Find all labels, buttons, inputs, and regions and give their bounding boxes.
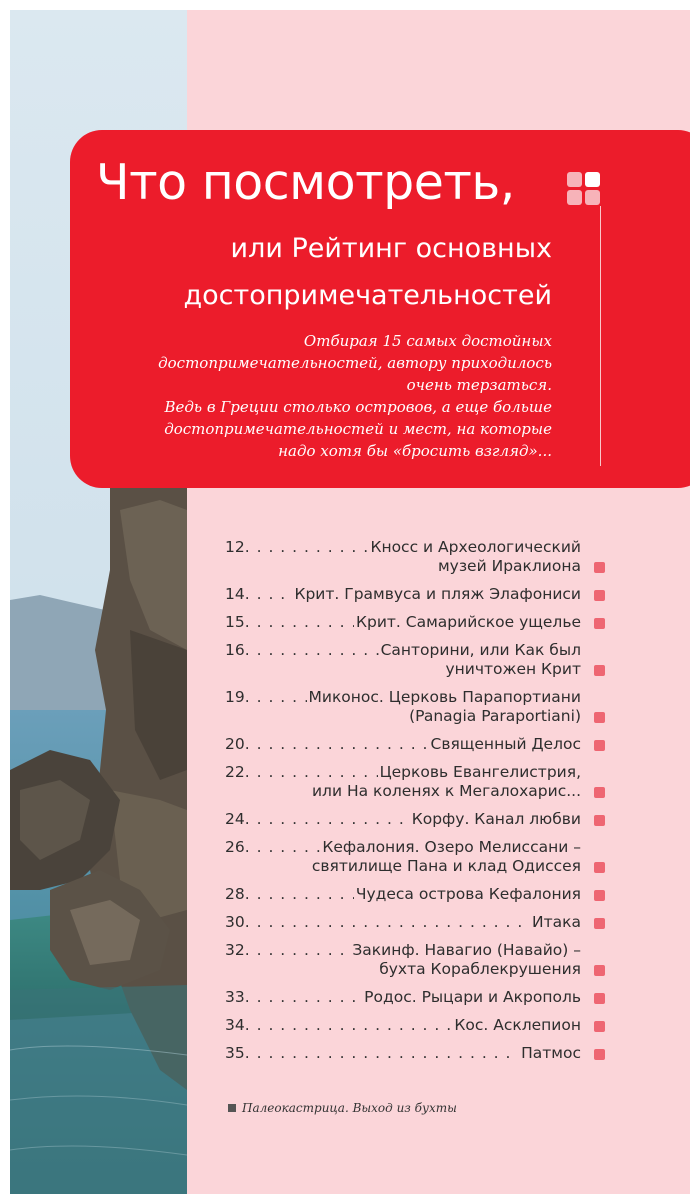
toc-page-number: 30 [225,913,245,931]
toc-title: Кносс и Археологический [370,538,581,556]
toc-dot-leader [245,885,354,904]
lead-line: Ведь в Греции столько островов, а еще больше [164,398,552,416]
book-page [10,10,690,1194]
toc-entry[interactable] [225,641,605,679]
toc-dot-leader [245,941,351,960]
toc-entry-line [225,988,581,1007]
toc-page-number: 35 [225,1044,245,1062]
toc-dot-leader [245,1044,519,1063]
toc-entry[interactable] [225,838,605,876]
toc-dot-leader [245,838,321,857]
toc-title: Крит. Грамвуса и пляж Элафониси [294,585,581,603]
toc-title: Кефалония. Озеро Мелиссани – [322,838,581,856]
toc-bullet-icon [594,740,605,751]
lead-line: достопримечательностей и мест, на которые [164,420,552,438]
toc-entry-line [225,810,581,829]
toc-page-number: 26 [225,838,245,856]
caption-square-icon [228,1104,236,1112]
toc-title-continuation: святилище Пана и клад Одиссея [311,857,581,875]
toc-bullet-icon [594,712,605,723]
toc-entry[interactable] [225,1016,605,1035]
toc-page-number: 16 [225,641,245,659]
toc-title: Крит. Самарийское ущелье [355,613,581,631]
toc-title-continuation: бухта Кораблекрушения [379,960,581,978]
series-logo-icon [567,172,607,212]
toc-bullet-icon [594,1049,605,1060]
toc-entry-line [225,1016,581,1035]
toc-page-number: 34 [225,1016,245,1034]
toc-dot-leader [245,763,378,782]
toc-bullet-icon [594,862,605,873]
toc-dot-leader [245,913,530,932]
toc-entry-line [225,585,581,604]
toc-entry-line [225,763,581,782]
toc-entry[interactable] [225,735,605,754]
toc-entry-line [225,1044,581,1063]
toc-title: Чудеса острова Кефалония [355,885,581,903]
lead-line: Отбирая 15 самых достойных [303,332,552,350]
toc-title: Родос. Рыцари и Акрополь [364,988,581,1006]
toc-bullet-icon [594,590,605,601]
toc-entry[interactable] [225,913,605,932]
toc-entry-line [225,613,581,632]
toc-page-number: 24 [225,810,245,828]
toc-page-number: 28 [225,885,245,903]
toc-page-number: 33 [225,988,245,1006]
title-line-1: Что посмотреть, [96,154,515,211]
toc-entry[interactable] [225,763,605,801]
toc-page-number: 15 [225,613,245,631]
toc-dot-leader [245,735,429,754]
toc-page-number: 14 [225,585,245,603]
toc-bullet-icon [594,1021,605,1032]
toc-title-continuation: (Panagia Paraportiani) [409,707,581,725]
toc-bullet-icon [594,787,605,798]
toc-title: Церковь Евангелистрия, [379,763,581,781]
toc-bullet-icon [594,890,605,901]
toc-entry-line [225,885,581,904]
toc-title: Санторини, или Как был [380,641,581,659]
photo-caption [228,1101,457,1115]
toc-bullet-icon [594,618,605,629]
toc-page-number: 12 [225,538,245,556]
toc-entry[interactable] [225,941,605,979]
toc-page-number: 22 [225,763,245,781]
title-banner [70,130,690,488]
toc-entry-line [225,913,581,932]
title-line-2: или Рейтинг основных [230,233,552,264]
toc-dot-leader [245,988,362,1007]
toc-entry[interactable] [225,810,605,829]
toc-entry-line [225,688,581,707]
toc-entry[interactable] [225,988,605,1007]
toc-bullet-icon [594,993,605,1004]
toc-entry-line [225,838,581,857]
toc-title: Патмос [521,1044,581,1062]
toc-dot-leader [245,810,410,829]
lead-paragraph [112,330,552,462]
toc-dot-leader [245,613,354,632]
toc-entry[interactable] [225,1044,605,1063]
toc-page-number: 19 [225,688,245,706]
toc-bullet-icon [594,562,605,573]
toc-title-continuation: музей Ираклиона [437,557,581,575]
toc-dot-leader [245,641,379,660]
toc-title: Корфу. Канал любви [411,810,581,828]
toc-title: Итака [532,913,581,931]
toc-dot-leader [245,585,293,604]
toc-bullet-icon [594,965,605,976]
toc-title-continuation: или На коленях к Мегалохарис... [311,782,581,800]
toc-entry[interactable] [225,613,605,632]
lead-line: достопримечательностей, автору приходилось [158,354,552,372]
toc-entry[interactable] [225,585,605,604]
toc-title: Закинф. Навагио (Навайо) – [352,941,581,959]
toc-entry[interactable] [225,688,605,726]
toc-dot-leader [245,688,307,707]
toc-title: Миконос. Церковь Парапортиани [308,688,581,706]
toc-page-number: 32 [225,941,245,959]
toc-page-number: 20 [225,735,245,753]
toc-dot-leader [245,1016,453,1035]
toc-bullet-icon [594,665,605,676]
toc-dot-leader [245,538,369,557]
title-line-3: достопримечательностей [183,280,552,311]
toc-entry-line [225,941,581,960]
toc-entry-line [225,735,581,754]
toc-entry-line [225,538,581,557]
toc-title: Священный Делос [430,735,581,753]
toc-title: Кос. Асклепион [454,1016,581,1034]
toc-entry-line [225,641,581,660]
toc-bullet-icon [594,918,605,929]
lead-line: надо хотя бы «бросить взгляд»... [278,442,552,460]
table-of-contents [225,538,605,1072]
toc-entry[interactable] [225,538,605,576]
toc-entry[interactable] [225,885,605,904]
caption-text: Палеокастрица. Выход из бухты [242,1101,457,1115]
decorative-rule [600,206,601,466]
lead-line: очень терзаться. [406,376,552,394]
toc-bullet-icon [594,815,605,826]
toc-title-continuation: уничтожен Крит [445,660,581,678]
